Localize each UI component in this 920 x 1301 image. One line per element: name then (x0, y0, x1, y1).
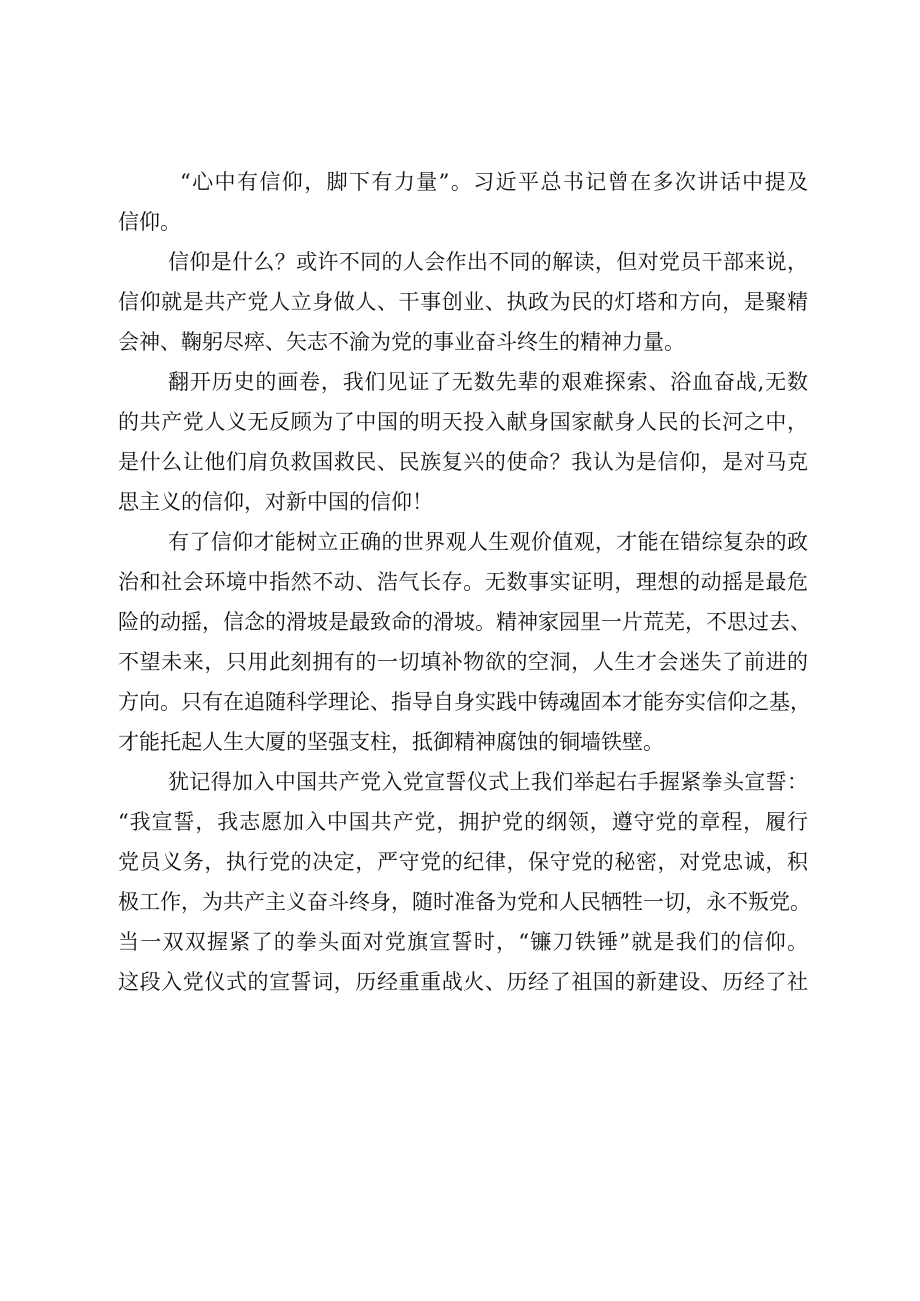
text-line: 有了信仰才能树立正确的世界观人生观价值观，才能在错综复杂的政 (168, 530, 808, 554)
text-line: 极工作，为共产主义奋斗终身，随时准备为党和人民牺牲一切，永不叛党。 (118, 890, 811, 914)
text-line: 思主义的信仰，对新中国的信仰！ (118, 490, 433, 514)
text-line: 当一双双握紧了的拳头面对党旗宣誓时，“镰刀铁锤”就是我们的信仰。 (118, 930, 808, 954)
paragraph (118, 522, 811, 762)
text-line: 方向。只有在追随科学理论、指导自身实践中铸魂固本才能夯实信仰之基， (118, 690, 811, 714)
text-line: 会神、鞠躬尽瘁、矢志不渝为党的事业奋斗终生的精神力量。 (118, 330, 685, 354)
paragraph (118, 162, 808, 242)
text-line: “心中有信仰，脚下有力量”。习近平总书记曾在多次讲话中提及 (180, 170, 808, 194)
text-line: 这段入党仪式的宣誓词，历经重重战火、历经了祖国的新建设、历经了社 (118, 970, 808, 994)
text-line: 治和社会环境中指然不动、浩气长存。无数事实证明，理想的动摇是最危 (118, 570, 808, 594)
text-line: 信仰。 (118, 210, 181, 234)
text-line: 险的动摇，信念的滑坡是最致命的滑坡。精神家园里一片荒芜，不思过去、 (118, 610, 811, 634)
text-line: 的共产党人义无反顾为了中国的明天投入献身国家献身人民的长河之中， (118, 410, 808, 434)
text-line: 党员义务，执行党的决定，严守党的纪律，保守党的秘密，对党忠诚，积 (118, 850, 808, 874)
paragraph (118, 242, 808, 362)
document-body (118, 162, 811, 1002)
text-line: 是什么让他们肩负救国救民、民族复兴的使命？我认为是信仰，是对马克 (118, 450, 808, 474)
text-line: 翻开历史的画卷，我们见证了无数先辈的艰难探索、浴血奋战,无数 (168, 370, 808, 394)
paragraph (118, 362, 808, 522)
text-line: 才能托起人生大厦的坚强支柱，抵御精神腐蚀的铜墙铁壁。 (118, 730, 664, 754)
text-line: 信仰就是共产党人立身做人、干事创业、执政为民的灯塔和方向，是聚精 (118, 290, 808, 314)
text-line: 不望未来，只用此刻拥有的一切填补物欲的空洞，人生才会迷失了前进的 (118, 650, 808, 674)
text-line: “我宣誓，我志愿加入中国共产党，拥护党的纲领，遵守党的章程，履行 (118, 810, 808, 834)
text-line: 信仰是什么？或许不同的人会作出不同的解读，但对党员干部来说， (168, 250, 808, 274)
paragraph (118, 762, 811, 1002)
text-line: 犹记得加入中国共产党入党宣誓仪式上我们举起右手握紧拳头宣誓： (168, 770, 808, 794)
